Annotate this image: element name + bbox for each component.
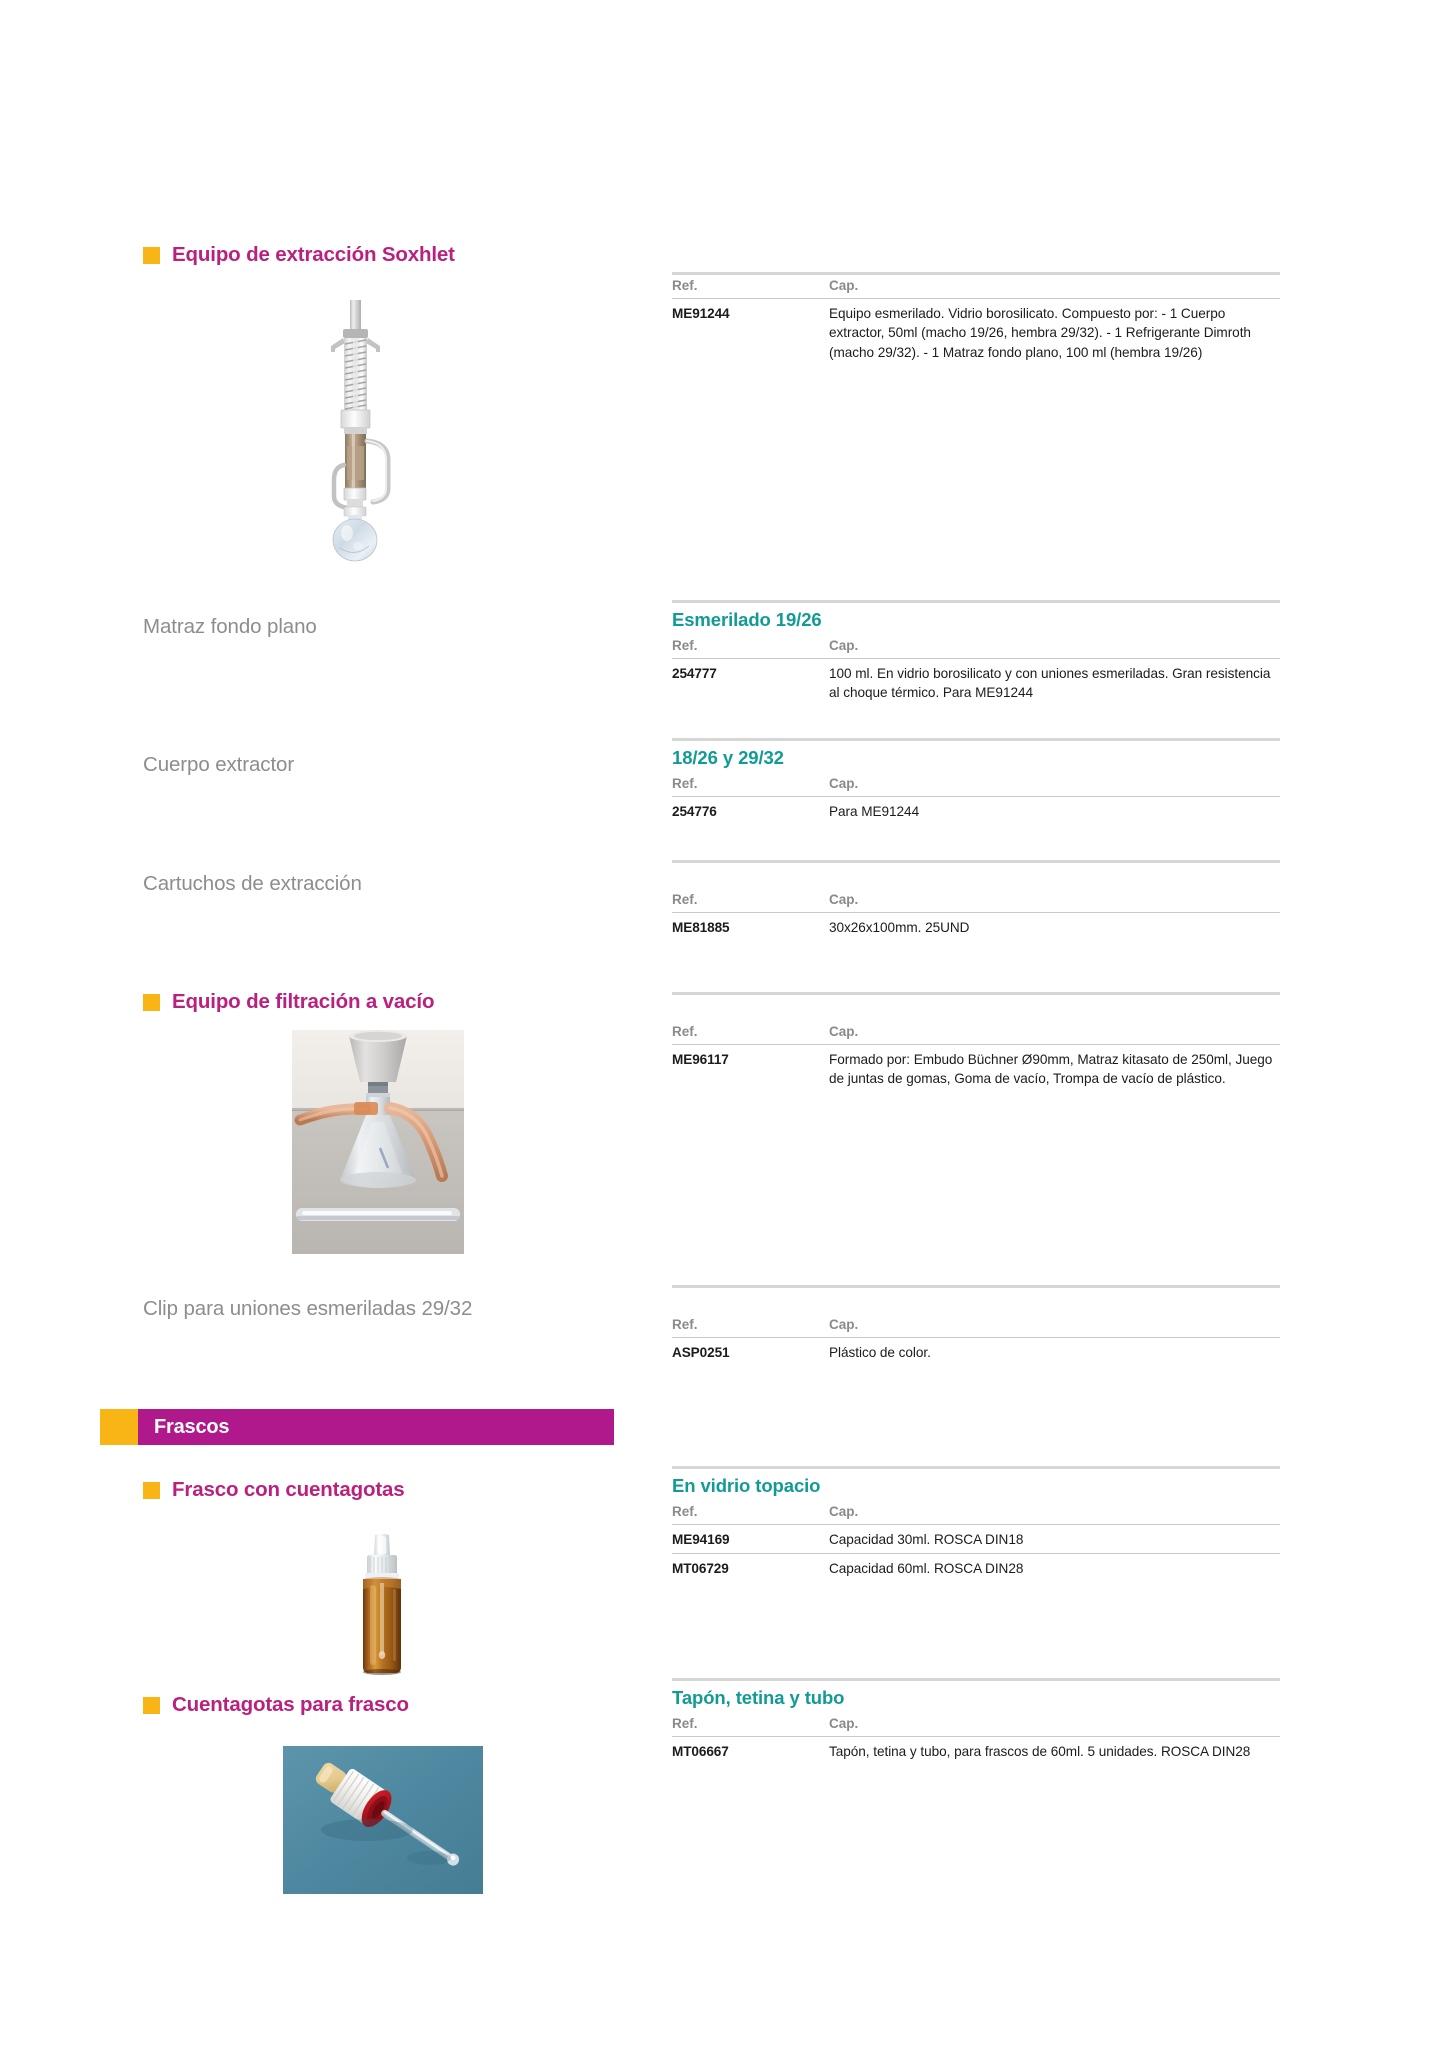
section-heading-matraz-fondo-plano [143,615,643,639]
yellow-square-icon [143,1697,160,1714]
prod-head-label: Frasco con cuentagotas [172,1478,405,1501]
column-header-ref: Ref. [672,776,698,791]
cell-ref: 254776 [672,804,717,819]
cell-cap: Para ME91244 [829,804,920,819]
sub-label: Cuerpo extractor [143,753,295,776]
spec-table-frasco-cuentagotas [672,1466,1280,1583]
yellow-square-icon [143,994,160,1011]
column-header-cap: Cap. [829,278,859,293]
column-header-cap: Cap. [829,1716,859,1731]
yellow-square-icon [143,247,160,264]
cell-cap: Tapón, tetina y tubo, para frascos de 60ml. 5 unidades. ROSCA DIN28 [829,1744,1251,1759]
column-header-cap: Cap. [829,892,859,907]
prod-head-soxhlet [143,243,643,267]
category-banner-frascos [100,1409,614,1445]
section-heading-cartuchos-de-extraccion [143,872,643,896]
cell-cap: 100 ml. En vidrio borosilicato y con uniones esmeriladas. Gran resistencia al choque térmico. Para ME91244 [829,666,1271,701]
cell-ref: ME96117 [672,1052,729,1067]
soxhlet-extraction-apparatus [300,300,410,565]
table-header-row [672,1314,1280,1337]
column-header-ref: Ref. [672,278,698,293]
cell-cap: Equipo esmerilado. Vidrio borosilicato. Compuesto por: - 1 Cuerpo extractor, 50ml (macho 19/26, hembra 29/32). - 1 Refrigerante Dimroth (macho 29/32). - 1 Matraz fondo plano, 100 ml (hembra 19/26) [829,306,1251,360]
cell-cap: Formado por: Embudo Büchner Ø90mm, Matraz kitasato de 250ml, Juego de juntas de gomas, Goma de vacío, Trompa de vacío de plástico. [829,1052,1273,1087]
table-row[interactable] [672,797,1280,825]
prod-head-label: Equipo de filtración a vacío [172,990,435,1013]
column-header-ref: Ref. [672,1024,698,1039]
category-banner-label: Frascos [154,1415,230,1438]
cell-cap: Plástico de color. [829,1345,931,1360]
sub-label: Clip para uniones esmeriladas 29/32 [143,1297,473,1320]
column-header-ref: Ref. [672,1504,698,1519]
cell-ref: ME81885 [672,920,730,935]
prod-head-cuentagotas-para-frasco [143,1693,643,1717]
column-header-ref: Ref. [672,1317,698,1332]
table-header-row [672,1501,1280,1524]
category-banner-body [138,1409,614,1445]
table-header-row [672,1021,1280,1044]
spec-table-soxhlet [672,272,1280,366]
cell-ref: ME91244 [672,306,730,321]
cell-ref: MT06667 [672,1744,729,1759]
variant-heading: Tapón, tetina y tubo [672,1687,845,1708]
column-header-cap: Cap. [829,1504,859,1519]
amber-dropper-bottle-photo [337,1533,427,1678]
section-heading-cuerpo-extractor [143,753,643,777]
table-row[interactable] [672,1338,1280,1366]
column-header-cap: Cap. [829,1024,859,1039]
yellow-square-icon [143,1482,160,1499]
dropper-cap-photo [283,1746,483,1894]
spec-table-clip-uniones [672,1285,1280,1366]
spec-table-cuentagotas-para-frasco [672,1678,1280,1765]
cell-ref: MT06729 [672,1561,729,1577]
variant-heading: Esmerilado 19/26 [672,609,822,630]
cell-cap: Capacidad 30ml. ROSCA DIN18 [829,1532,1024,1547]
table-row[interactable] [672,659,1280,707]
table-header-row [672,635,1280,658]
section-heading-cuentagotas-para-frasco [143,1693,643,1717]
variant-heading: 18/26 y 29/32 [672,747,784,768]
table-header-row [672,773,1280,796]
column-header-ref: Ref. [672,892,698,907]
table-header-row [672,275,1280,298]
prod-head-frasco-cuentagotas [143,1478,643,1502]
section-heading-frasco-cuentagotas [143,1478,643,1502]
spec-table-filtracion-vacio [672,992,1280,1093]
column-header-cap: Cap. [829,638,859,653]
prod-head-filtracion-vacio [143,990,643,1014]
table-row[interactable] [672,1737,1280,1765]
yellow-chip-icon [100,1409,138,1445]
table-row[interactable] [672,299,1280,366]
table-header-row [672,889,1280,912]
cell-cap: Capacidad 60ml. ROSCA DIN28 [829,1561,1024,1577]
table-row[interactable] [672,913,1280,941]
column-header-cap: Cap. [829,1317,859,1332]
section-heading-filtracion-vacio [143,990,643,1014]
variant-heading: En vidrio topacio [672,1475,821,1496]
cell-ref: ME94169 [672,1532,730,1547]
section-heading-soxhlet [143,243,643,267]
column-header-ref: Ref. [672,1716,698,1731]
sub-label: Matraz fondo plano [143,615,317,638]
spec-table-matraz-fondo-plano [672,600,1280,707]
spec-table-cartuchos-de-extraccion [672,860,1280,941]
vacuum-filtration-photo [292,1030,464,1254]
section-heading-clip-uniones [143,1297,643,1321]
cell-ref: 254777 [672,666,717,681]
cell-ref: ASP0251 [672,1345,730,1360]
cell-cap: 30x26x100mm. 25UND [829,920,970,935]
prod-head-label: Equipo de extracción Soxhlet [172,243,455,266]
column-header-ref: Ref. [672,638,698,653]
table-header-row [672,1713,1280,1736]
sub-label: Cartuchos de extracción [143,872,362,895]
prod-head-label: Cuentagotas para frasco [172,1693,409,1716]
table-row[interactable] [672,1045,1280,1093]
column-header-cap: Cap. [829,776,859,791]
table-row[interactable] [672,1525,1280,1553]
table-row[interactable] [672,1554,1280,1582]
spec-table-cuerpo-extractor [672,738,1280,825]
